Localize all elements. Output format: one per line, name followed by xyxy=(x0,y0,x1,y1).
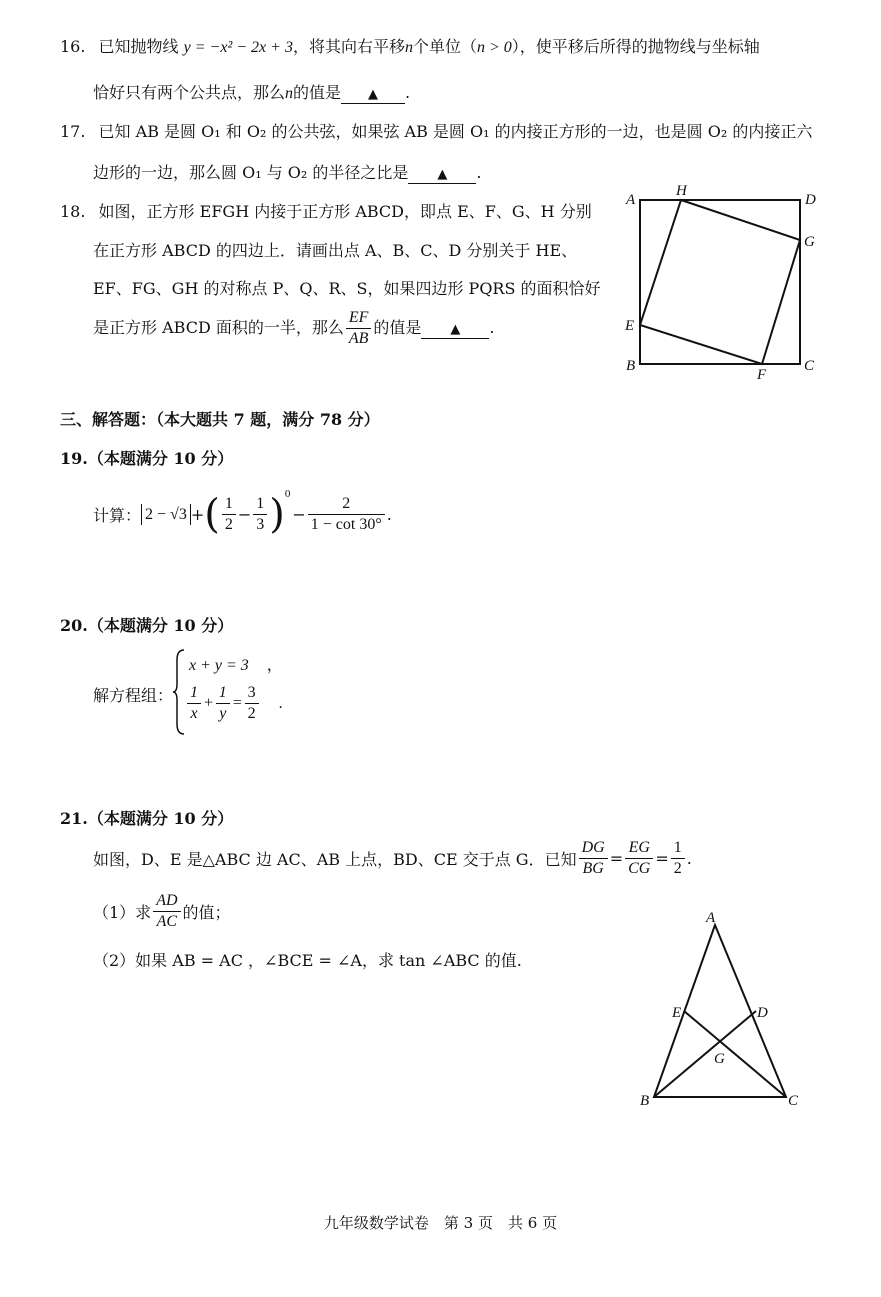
label-d: D xyxy=(805,192,816,208)
q16-var-n: n xyxy=(404,39,413,56)
fraction-one-half-q21 xyxy=(671,838,685,879)
fraction-ef-ab xyxy=(346,308,372,349)
q16-end: . xyxy=(405,83,411,102)
brace xyxy=(172,648,186,736)
q16-formula: y = −x² − 2x + 3 xyxy=(183,39,293,56)
q16-number: 16. xyxy=(60,37,86,56)
fraction-denominator: 2 xyxy=(673,860,682,877)
fraction-numerator: 1 xyxy=(216,683,230,704)
q21-text: 如图，D、E 是△ABC 边 AC、AB 上点，BD、CE 交于点 G．已知 xyxy=(93,850,577,869)
q17-line2-text: 边形的一边，那么圆 O₁ 与 O₂ 的半径之比是 xyxy=(93,163,409,182)
q19-label: 计算： xyxy=(93,506,142,525)
fraction-one-over-x xyxy=(187,683,201,724)
q19-minus-2: − xyxy=(292,505,306,524)
label-e: E xyxy=(672,1005,682,1021)
fraction-one-half xyxy=(222,494,236,535)
q21-equals-1: = xyxy=(609,849,624,868)
label-c: C xyxy=(788,1093,799,1109)
square-figure xyxy=(620,180,830,380)
fraction-numerator: 1 xyxy=(187,683,201,704)
q21-part2: （2）如果 AB = AC ，∠BCE = ∠A，求 tan ∠ABC 的值. xyxy=(93,951,522,970)
answer-blank-17[interactable]: ▲ xyxy=(408,167,476,184)
q16-var-n-2: n xyxy=(285,85,294,102)
q20-heading: 20.（本题满分 10 分） xyxy=(60,616,234,635)
q21-line1 xyxy=(93,838,692,879)
q18-line1 xyxy=(60,199,592,222)
fraction-denominator: 2 xyxy=(247,705,256,722)
equation-2-equals: = xyxy=(231,694,243,712)
equation-1 xyxy=(189,652,283,675)
q18-text-4-post: 的值是 xyxy=(373,318,422,337)
fraction-numerator: AD xyxy=(153,891,180,912)
square-efgh xyxy=(640,200,800,364)
label-a: A xyxy=(626,192,636,208)
brace-icon xyxy=(172,648,186,736)
q16-text-mid2: 个单位（ xyxy=(412,37,477,56)
q19-plus: + xyxy=(190,505,205,524)
q18-line4 xyxy=(93,308,495,349)
triangle-figure xyxy=(630,905,810,1110)
label-h: H xyxy=(676,183,687,199)
fraction-numerator: 2 xyxy=(308,494,385,515)
q16-line1 xyxy=(60,34,760,57)
q21-part1-post: 的值； xyxy=(182,903,231,922)
label-c: C xyxy=(804,358,815,374)
q21-end: . xyxy=(686,849,692,868)
q18-text-4: 是正方形 ABCD 面积的一半，那么 xyxy=(93,318,344,337)
equation-2-end: . xyxy=(278,694,283,712)
fraction-denominator: AC xyxy=(156,913,178,930)
segment-ce xyxy=(684,1011,786,1097)
fraction-one-over-y xyxy=(216,683,230,724)
q21-part1-label: （1）求 xyxy=(93,903,152,922)
q19-minus: − xyxy=(237,505,252,524)
label-g: G xyxy=(714,1051,725,1067)
q16-condition: n > 0 xyxy=(476,39,512,56)
q16-line2-text: 恰好只有两个公共点，那么 xyxy=(93,83,286,102)
q17-line2 xyxy=(93,160,482,184)
fraction-denominator: AB xyxy=(348,330,369,347)
q18-end: . xyxy=(489,318,495,337)
equation-2-plus: + xyxy=(203,694,214,712)
label-d: D xyxy=(757,1005,768,1021)
fraction-denominator: 1 − cot 30° xyxy=(310,516,382,533)
fraction-denominator: 3 xyxy=(256,516,265,533)
right-paren: ) xyxy=(269,491,285,538)
fraction-denominator: BG xyxy=(582,860,604,877)
label-f: F xyxy=(757,367,767,380)
q21-part1 xyxy=(93,891,231,932)
ratio-eg-cg xyxy=(625,838,653,879)
q16-text: 已知抛物线 xyxy=(98,37,179,56)
q16-line2-post: 的值是 xyxy=(293,83,342,102)
q21-equals-2: = xyxy=(655,849,669,868)
fraction-numerator: 3 xyxy=(245,683,259,704)
fraction-two-over-cot xyxy=(308,494,385,535)
fraction-three-halves xyxy=(245,683,259,724)
q19-heading: 19.（本题满分 10 分） xyxy=(60,449,234,468)
fraction-denominator: CG xyxy=(628,860,651,877)
fraction-numerator: 1 xyxy=(253,494,267,515)
equation-1-comma: ， xyxy=(266,657,283,674)
fraction-numerator: EG xyxy=(625,838,653,859)
q19-end: . xyxy=(386,505,392,524)
q16-line2 xyxy=(93,80,410,104)
exponent-zero: 0 xyxy=(284,488,291,500)
fraction-denominator: 2 xyxy=(224,516,233,533)
q18-text-2: 在正方形 ABCD 的四边上．请画出点 A、B、C、D 分别关于 HE、 xyxy=(93,241,578,260)
left-paren: ( xyxy=(204,491,220,538)
square-abcd xyxy=(640,200,800,364)
q17-line1 xyxy=(60,119,812,142)
equation-2 xyxy=(185,683,283,724)
fraction-denominator: x xyxy=(190,705,198,722)
q20-label: 解方程组： xyxy=(93,686,174,705)
label-b: B xyxy=(640,1093,650,1109)
fraction-numerator: 1 xyxy=(222,494,236,515)
q16-text-mid: ，将其向右平移 xyxy=(292,37,405,56)
fraction-one-third xyxy=(253,494,267,535)
fraction-numerator: EF xyxy=(346,308,372,329)
equation-1-text: x + y = 3 xyxy=(189,657,249,674)
q18-text-1: 如图，正方形 EFGH 内接于正方形 ABCD，即点 E、F、G、H 分别 xyxy=(98,202,592,221)
label-g: G xyxy=(804,234,815,250)
ratio-dg-bg xyxy=(579,838,608,879)
q16-text-post: ），使平移后所得的抛物线与坐标轴 xyxy=(511,37,760,56)
fraction-denominator: y xyxy=(219,705,227,722)
q17-end: . xyxy=(476,163,482,182)
fraction-numerator: DG xyxy=(579,838,608,859)
q17-text: 已知 AB 是圆 O₁ 和 O₂ 的公共弦，如果弦 AB 是圆 O₁ 的内接正方形的一边，也是圆 O₂ 的内接正六 xyxy=(98,122,813,141)
ratio-ad-ac xyxy=(153,891,180,932)
q21-heading: 21.（本题满分 10 分） xyxy=(60,809,234,828)
abs-value-expression: 2 − √3 xyxy=(141,504,191,525)
q19-expression xyxy=(93,488,392,538)
answer-blank-18[interactable]: ▲ xyxy=(421,322,489,339)
q18-number: 18. xyxy=(60,202,86,221)
label-a: A xyxy=(706,910,716,926)
section-title: 三、解答题：（本大题共 7 题，满分 78 分） xyxy=(60,410,380,429)
label-e: E xyxy=(625,318,635,334)
page-footer: 九年级数学试卷 第 3 页 共 6 页 xyxy=(323,1214,558,1232)
q17-number: 17. xyxy=(60,122,86,141)
fraction-numerator: 1 xyxy=(671,838,685,859)
label-b: B xyxy=(626,358,636,374)
answer-blank-16[interactable]: ▲ xyxy=(341,87,405,104)
q18-text-3: EF、FG、GH 的对称点 P、Q、R、S，如果四边形 PQRS 的面积恰好 xyxy=(93,279,601,298)
